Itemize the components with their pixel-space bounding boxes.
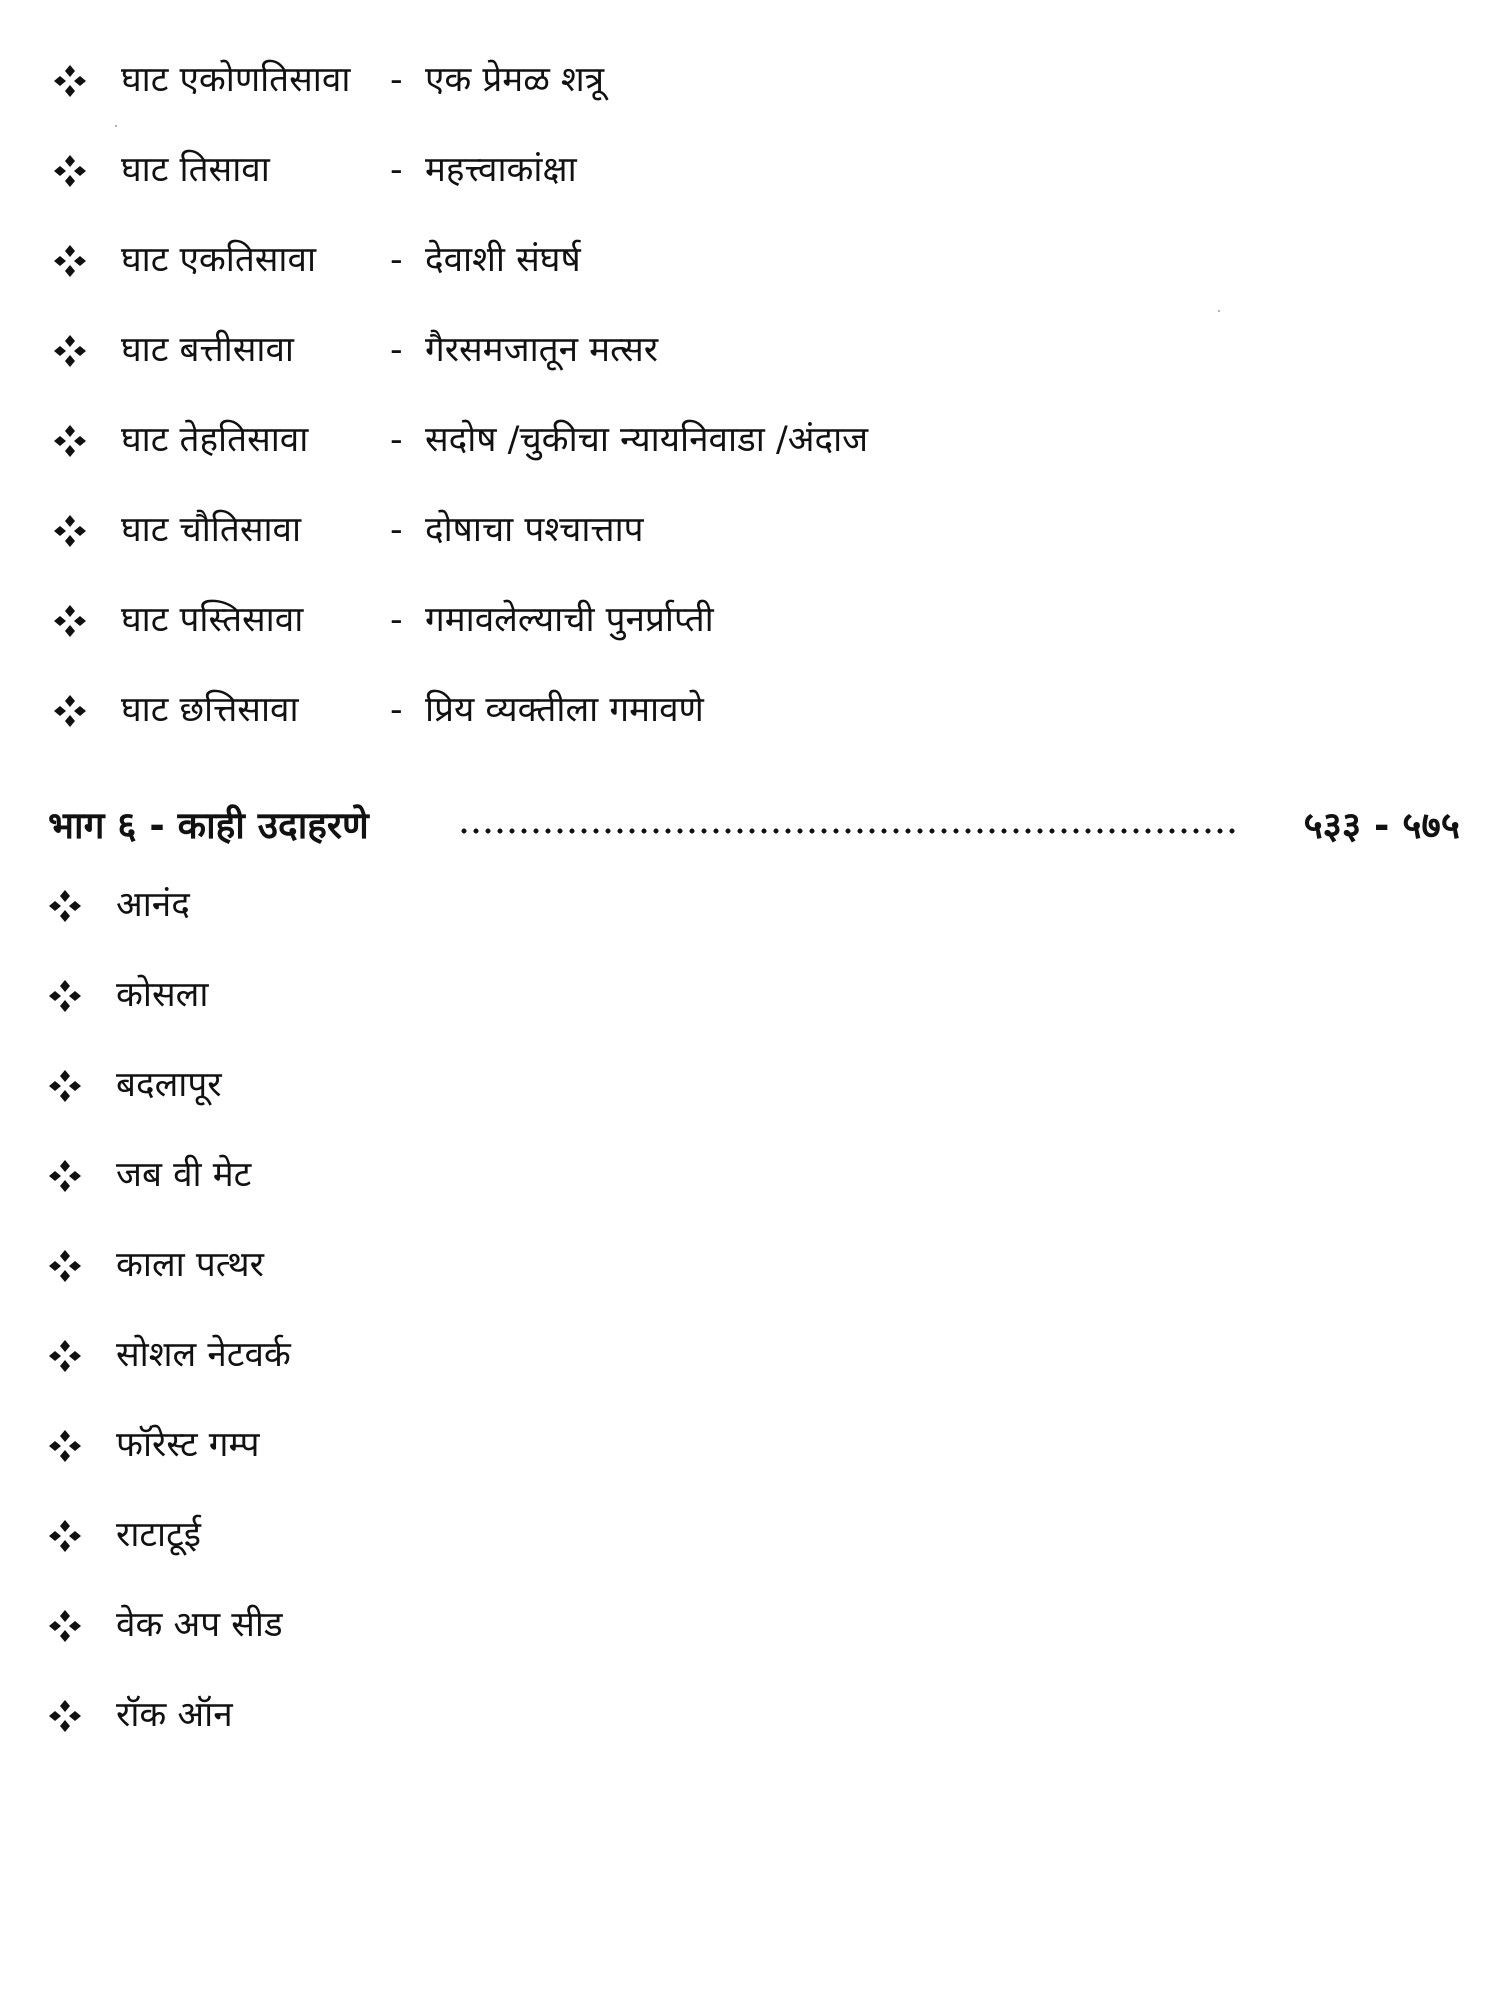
four-diamond-bullet-icon [53,244,87,278]
four-diamond-bullet-icon [48,889,82,923]
ghat-name: घाट पस्तिसावा [121,600,304,640]
ghat-name: घाट बत्तीसावा [121,330,295,370]
toc-entry [53,411,953,471]
four-diamond-bullet-icon [48,1339,82,1373]
list-item [48,1416,648,1476]
ghat-title: गमावलेल्याची पुनर्प्राप्ती [425,600,714,640]
four-diamond-bullet-icon [53,64,87,98]
toc-entry [53,501,953,561]
list-item [48,1686,648,1746]
example-title: जब वी मेट [116,1155,252,1195]
example-title: काला पत्थर [116,1245,264,1285]
example-title: कोसला [116,975,209,1015]
scan-speck [115,125,117,127]
toc-entry [53,231,953,291]
four-diamond-bullet-icon [53,694,87,728]
list-item [48,1056,648,1116]
toc-entry [53,681,953,741]
toc-entry [53,321,953,381]
example-title: सोशल नेटवर्क [116,1335,291,1375]
list-item [48,1146,648,1206]
ghat-title: सदोष /चुकीचा न्यायनिवाडा /अंदाज [425,420,869,460]
list-item [48,1596,648,1656]
four-diamond-bullet-icon [48,979,82,1013]
ghat-title: देवाशी संघर्ष [425,240,581,280]
ghat-name: घाट छत्तिसावा [121,690,299,730]
ghat-title: महत्त्वाकांक्षा [425,150,577,190]
scan-speck [1218,310,1220,312]
example-title: फॉरेस्ट गम्प [116,1425,260,1465]
example-title: बदलापूर [116,1065,222,1105]
example-title: आनंद [116,885,190,925]
list-item [48,1236,648,1296]
ghat-title: प्रिय व्यक्तीला गमावणे [425,690,704,730]
list-item [48,876,648,936]
four-diamond-bullet-icon [48,1609,82,1643]
four-diamond-bullet-icon [48,1519,82,1553]
list-item [48,1326,648,1386]
dot-leaders [458,828,1235,834]
toc-entry [53,51,953,111]
example-title: राटाटूई [116,1515,201,1555]
ghat-title: दोषाचा पश्चात्ताप [425,510,644,550]
section-page-range: ५३३ - ५७५ [1303,804,1460,847]
example-title: वेक अप सीड [116,1605,283,1645]
ghat-title: एक प्रेमळ शत्रू [425,60,605,100]
four-diamond-bullet-icon [53,154,87,188]
toc-entry [53,141,953,201]
four-diamond-bullet-icon [53,424,87,458]
section-title: भाग ६ - काही उदाहरणे [48,804,369,847]
four-diamond-bullet-icon [48,1069,82,1103]
example-title: रॉक ऑन [116,1695,233,1735]
ghat-name: घाट एकतिसावा [121,240,317,280]
ghat-name: घाट एकोणतिसावा [121,60,351,100]
list-item [48,966,648,1026]
section-heading [48,788,1460,852]
ghat-name: घाट चौतिसावा [121,510,302,550]
toc-entry [53,591,953,651]
four-diamond-bullet-icon [53,514,87,548]
list-item [48,1506,648,1566]
separator-dash: - [390,690,403,730]
four-diamond-bullet-icon [48,1429,82,1463]
four-diamond-bullet-icon [48,1699,82,1733]
ghat-name: घाट तेहतिसावा [121,420,309,460]
four-diamond-bullet-icon [48,1249,82,1283]
separator-dash: - [390,510,403,550]
separator-dash: - [390,600,403,640]
four-diamond-bullet-icon [48,1159,82,1193]
separator-dash: - [390,330,403,370]
four-diamond-bullet-icon [53,604,87,638]
separator-dash: - [390,420,403,460]
four-diamond-bullet-icon [53,334,87,368]
separator-dash: - [390,150,403,190]
ghat-title: गैरसमजातून मत्सर [425,330,659,370]
separator-dash: - [390,240,403,280]
separator-dash: - [390,60,403,100]
ghat-name: घाट तिसावा [121,150,270,190]
